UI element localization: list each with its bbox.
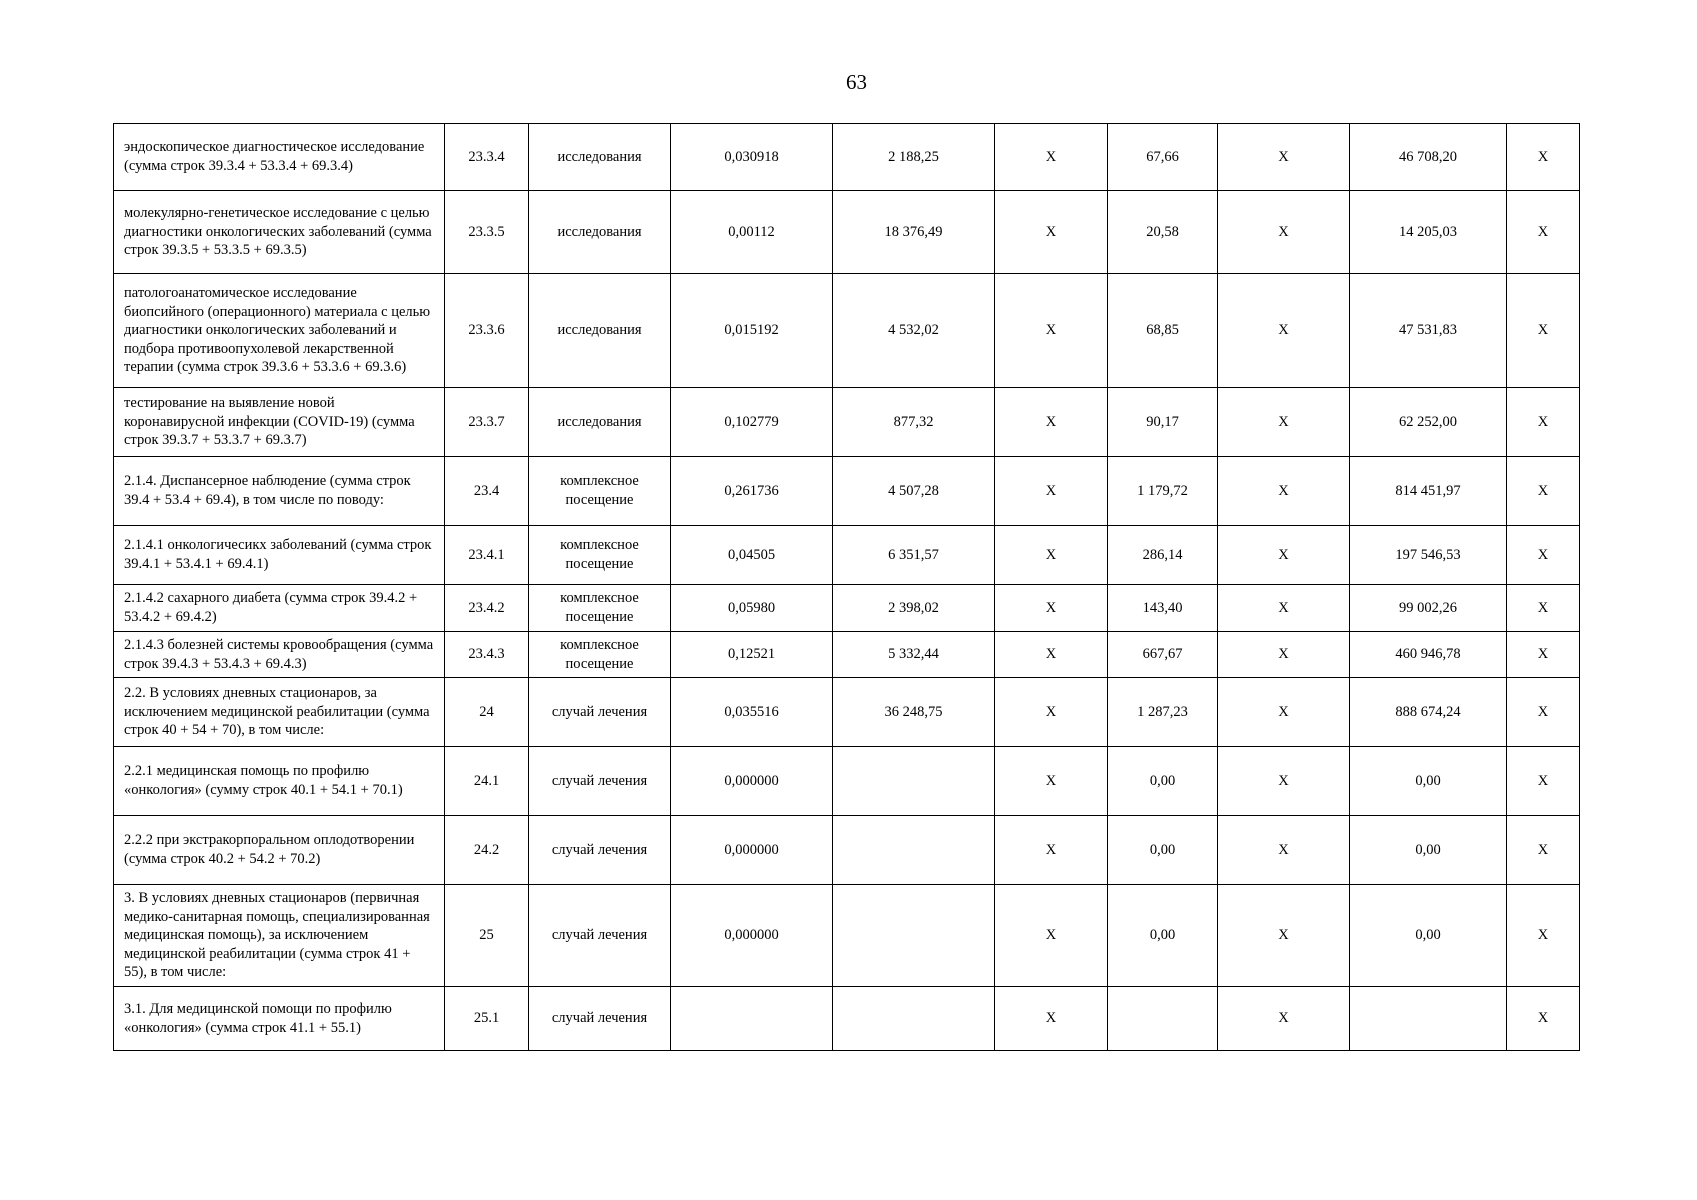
table-cell: 36 248,75 bbox=[833, 678, 995, 747]
table-cell: 23.4 bbox=[445, 457, 529, 526]
table-cell: X bbox=[1218, 987, 1350, 1051]
data-table bbox=[113, 123, 1580, 1051]
table-cell: X bbox=[995, 885, 1108, 987]
table-cell: 23.4.1 bbox=[445, 526, 529, 585]
table-cell: X bbox=[1507, 457, 1580, 526]
table-cell: 0,12521 bbox=[671, 632, 833, 678]
table-cell: 25.1 bbox=[445, 987, 529, 1051]
table-cell: 197 546,53 bbox=[1350, 526, 1507, 585]
table-cell bbox=[833, 885, 995, 987]
table-cell: 46 708,20 bbox=[1350, 124, 1507, 191]
table-cell: 0,102779 bbox=[671, 388, 833, 457]
table-cell: исследования bbox=[529, 388, 671, 457]
table-cell: 143,40 bbox=[1108, 585, 1218, 632]
table-cell: 99 002,26 bbox=[1350, 585, 1507, 632]
table-cell: 460 946,78 bbox=[1350, 632, 1507, 678]
table-cell: 888 674,24 bbox=[1350, 678, 1507, 747]
table-cell: X bbox=[1218, 678, 1350, 747]
table-cell: 0,000000 bbox=[671, 747, 833, 816]
table-cell: 23.3.6 bbox=[445, 274, 529, 388]
table-cell: 68,85 bbox=[1108, 274, 1218, 388]
table-cell: комплексное посещение bbox=[529, 585, 671, 632]
table-cell: 2.1.4.2 сахарного диабета (сумма строк 39.4.2 + 53.4.2 + 69.4.2) bbox=[114, 585, 445, 632]
table-cell: 0,030918 bbox=[671, 124, 833, 191]
table-cell: 0,000000 bbox=[671, 816, 833, 885]
table-cell: 3. В условиях дневных стационаров (первичная медико-санитарная помощь, специализированная медицинская помощь), за исключением медицинской реабилитации (сумма строк 41 + 55), в том числе: bbox=[114, 885, 445, 987]
table-cell: эндоскопическое диагностическое исследование (сумма строк 39.3.4 + 53.3.4 + 69.3.4) bbox=[114, 124, 445, 191]
table-cell bbox=[833, 987, 995, 1051]
table-row bbox=[114, 274, 1580, 388]
table-cell: 0,00 bbox=[1108, 816, 1218, 885]
table-row bbox=[114, 124, 1580, 191]
table-cell: исследования bbox=[529, 124, 671, 191]
table-cell: 0,00 bbox=[1350, 747, 1507, 816]
table-cell: комплексное посещение bbox=[529, 457, 671, 526]
table-cell: X bbox=[1507, 987, 1580, 1051]
table-cell: X bbox=[1507, 632, 1580, 678]
table-cell: 2.1.4. Диспансерное наблюдение (сумма строк 39.4 + 53.4 + 69.4), в том числе по поводу: bbox=[114, 457, 445, 526]
table-cell: X bbox=[995, 124, 1108, 191]
table-cell: X bbox=[1507, 816, 1580, 885]
table-cell: 23.3.4 bbox=[445, 124, 529, 191]
table-row bbox=[114, 747, 1580, 816]
table-cell: 47 531,83 bbox=[1350, 274, 1507, 388]
table-cell: случай лечения bbox=[529, 987, 671, 1051]
table-cell: X bbox=[995, 457, 1108, 526]
table-row bbox=[114, 191, 1580, 274]
table-cell: 0,00112 bbox=[671, 191, 833, 274]
table-cell bbox=[1108, 987, 1218, 1051]
table-cell: 23.4.3 bbox=[445, 632, 529, 678]
table-cell: 2.1.4.3 болезней системы кровообращения (сумма строк 39.4.3 + 53.4.3 + 69.4.3) bbox=[114, 632, 445, 678]
table-row bbox=[114, 632, 1580, 678]
table-cell: случай лечения bbox=[529, 816, 671, 885]
table-cell: 14 205,03 bbox=[1350, 191, 1507, 274]
table-cell: тестирование на выявление новой коронавирусной инфекции (COVID-19) (сумма строк 39.3.7 + 53.3.7 + 69.3.7) bbox=[114, 388, 445, 457]
table-cell: X bbox=[1507, 388, 1580, 457]
table-cell bbox=[1350, 987, 1507, 1051]
table-cell: случай лечения bbox=[529, 885, 671, 987]
table-row bbox=[114, 526, 1580, 585]
table-cell: 0,00 bbox=[1108, 747, 1218, 816]
page-number: 63 bbox=[846, 70, 867, 94]
table-cell: 24 bbox=[445, 678, 529, 747]
table-cell: 3.1. Для медицинской помощи по профилю «онкология» (сумма строк 41.1 + 55.1) bbox=[114, 987, 445, 1051]
table-cell: X bbox=[1218, 885, 1350, 987]
table-cell: случай лечения bbox=[529, 747, 671, 816]
table-cell bbox=[833, 816, 995, 885]
table-cell: случай лечения bbox=[529, 678, 671, 747]
table-row bbox=[114, 457, 1580, 526]
table-cell: молекулярно-генетическое исследование с целью диагностики онкологических заболеваний (сумма строк 39.3.5 + 53.3.5 + 69.3.5) bbox=[114, 191, 445, 274]
table-cell: X bbox=[995, 526, 1108, 585]
table-cell: 67,66 bbox=[1108, 124, 1218, 191]
table-cell: 2.2.2 при экстракорпоральном оплодотворении (сумма строк 40.2 + 54.2 + 70.2) bbox=[114, 816, 445, 885]
table-cell: 4 532,02 bbox=[833, 274, 995, 388]
table-cell: X bbox=[995, 585, 1108, 632]
table-cell: 2.1.4.1 онкологичесикх заболеваний (сумма строк 39.4.1 + 53.4.1 + 69.4.1) bbox=[114, 526, 445, 585]
table-cell: 18 376,49 bbox=[833, 191, 995, 274]
table-cell: 5 332,44 bbox=[833, 632, 995, 678]
table-cell: 4 507,28 bbox=[833, 457, 995, 526]
table-cell bbox=[833, 747, 995, 816]
table-cell: 877,32 bbox=[833, 388, 995, 457]
table-cell: 23.4.2 bbox=[445, 585, 529, 632]
table-cell: 25 bbox=[445, 885, 529, 987]
table-cell: 667,67 bbox=[1108, 632, 1218, 678]
table-cell: X bbox=[1218, 632, 1350, 678]
table-cell: 2.2. В условиях дневных стационаров, за исключением медицинской реабилитации (сумма строк 40 + 54 + 70), в том числе: bbox=[114, 678, 445, 747]
table-cell: X bbox=[1507, 585, 1580, 632]
table-row bbox=[114, 885, 1580, 987]
table-cell: X bbox=[1218, 457, 1350, 526]
table-cell: 2 398,02 bbox=[833, 585, 995, 632]
table-cell: X bbox=[995, 191, 1108, 274]
table-cell: 0,00 bbox=[1108, 885, 1218, 987]
table-cell: 2 188,25 bbox=[833, 124, 995, 191]
table-cell: 0,00 bbox=[1350, 885, 1507, 987]
table-cell: X bbox=[1218, 585, 1350, 632]
table-cell: X bbox=[995, 632, 1108, 678]
table-cell: X bbox=[1507, 747, 1580, 816]
table-cell: 20,58 bbox=[1108, 191, 1218, 274]
table-cell: X bbox=[1507, 274, 1580, 388]
table-cell: 1 287,23 bbox=[1108, 678, 1218, 747]
table-cell: 0,00 bbox=[1350, 816, 1507, 885]
table-cell: X bbox=[995, 987, 1108, 1051]
table-cell: патологоанатомическое исследование биопсийного (операционного) материала с целью диагностики онкологических заболеваний и подбора противоопухолевой лекарственной терапии (сумма строк 39.3.6 + 53.3.6 + 69.3.6) bbox=[114, 274, 445, 388]
table-cell: X bbox=[1507, 191, 1580, 274]
table-row bbox=[114, 987, 1580, 1051]
table-cell: X bbox=[1218, 191, 1350, 274]
table-cell: X bbox=[1218, 816, 1350, 885]
table-row bbox=[114, 585, 1580, 632]
table-row bbox=[114, 678, 1580, 747]
table-cell: 1 179,72 bbox=[1108, 457, 1218, 526]
table-cell: 24.1 bbox=[445, 747, 529, 816]
table-cell: X bbox=[995, 274, 1108, 388]
table-cell: 0,04505 bbox=[671, 526, 833, 585]
table-cell: 0,035516 bbox=[671, 678, 833, 747]
table-cell: 90,17 bbox=[1108, 388, 1218, 457]
table-cell: X bbox=[995, 747, 1108, 816]
table-cell: X bbox=[1507, 124, 1580, 191]
table-row bbox=[114, 816, 1580, 885]
table-cell: 24.2 bbox=[445, 816, 529, 885]
table-cell: X bbox=[995, 678, 1108, 747]
table-cell: X bbox=[1218, 274, 1350, 388]
table-row bbox=[114, 388, 1580, 457]
table-cell: X bbox=[1218, 388, 1350, 457]
table-cell: X bbox=[995, 816, 1108, 885]
table-cell: исследования bbox=[529, 191, 671, 274]
table-cell: 0,261736 bbox=[671, 457, 833, 526]
table-cell: 2.2.1 медицинская помощь по профилю «онкология» (сумму строк 40.1 + 54.1 + 70.1) bbox=[114, 747, 445, 816]
table-cell: 23.3.7 bbox=[445, 388, 529, 457]
table-cell bbox=[671, 987, 833, 1051]
table-cell: 0,05980 bbox=[671, 585, 833, 632]
table-cell: X bbox=[995, 388, 1108, 457]
table-cell: исследования bbox=[529, 274, 671, 388]
table-cell: 814 451,97 bbox=[1350, 457, 1507, 526]
table-cell: X bbox=[1218, 526, 1350, 585]
table-cell: X bbox=[1218, 124, 1350, 191]
table-cell: X bbox=[1218, 747, 1350, 816]
table-cell: 0,000000 bbox=[671, 885, 833, 987]
table-cell: 23.3.5 bbox=[445, 191, 529, 274]
table-cell: X bbox=[1507, 678, 1580, 747]
table-cell: X bbox=[1507, 526, 1580, 585]
table-cell: комплексное посещение bbox=[529, 632, 671, 678]
table-cell: X bbox=[1507, 885, 1580, 987]
table-cell: 6 351,57 bbox=[833, 526, 995, 585]
table-cell: 286,14 bbox=[1108, 526, 1218, 585]
table-cell: комплексное посещение bbox=[529, 526, 671, 585]
table-cell: 62 252,00 bbox=[1350, 388, 1507, 457]
table-cell: 0,015192 bbox=[671, 274, 833, 388]
